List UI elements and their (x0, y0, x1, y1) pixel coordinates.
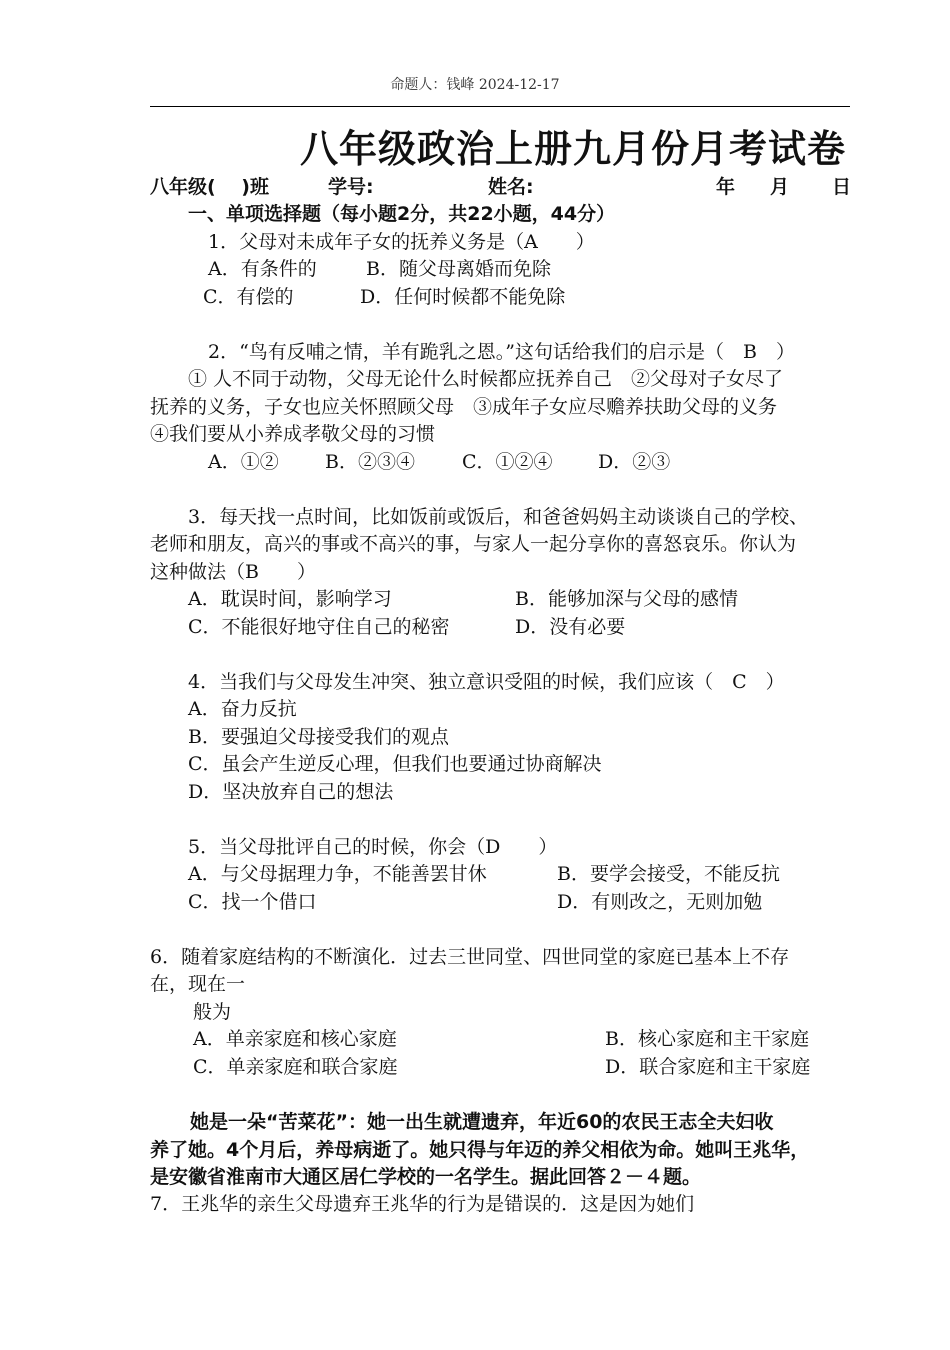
passage-line: 养了她。4个月后，养母病逝了。她只得与年迈的养父相依为命。她叫王兆华， (150, 1139, 810, 1161)
option-a: A．奋力反抗 (188, 698, 297, 720)
option-a: A．有条件的 (208, 258, 317, 280)
day-label: 日 (832, 176, 852, 198)
option-c: C．①②④ (462, 451, 553, 473)
question-text-line: 老师和朋友，高兴的事或不高兴的事，与家人一起分享你的喜怒哀乐。你认为 (150, 533, 797, 555)
option-d: D．联合家庭和主干家庭 (605, 1056, 811, 1078)
question-stem: 7．王兆华的亲生父母遗弃王兆华的行为是错误的．这是因为她们 (150, 1193, 695, 1215)
author-line: 命题人：钱峰 2024-12-17 (390, 77, 560, 93)
option-d: D．任何时候都不能免除 (360, 286, 566, 308)
option-c: C．虽会产生逆反心理，但我们也要通过协商解决 (188, 753, 602, 775)
student-no-label: 学号: (328, 176, 374, 198)
option-b: B．要强迫父母接受我们的观点 (188, 726, 449, 748)
option-c: C．不能很好地守住自己的秘密 (188, 616, 450, 638)
option-b: B．核心家庭和主干家庭 (605, 1028, 809, 1050)
option-c: C．单亲家庭和联合家庭 (193, 1056, 398, 1078)
question-text-line: 抚养的义务，子女也应关怀照顾父母 ③成年子女应尽赡养扶助父母的义务 (150, 396, 778, 418)
option-c: C．找一个借口 (188, 891, 317, 913)
option-d: D．坚决放弃自己的想法 (188, 781, 394, 803)
name-label: 姓名: (488, 176, 534, 198)
option-d: D．②③ (598, 451, 671, 473)
option-a: A．①② (208, 451, 279, 473)
question-stem: 2．“鸟有反哺之情，羊有跪乳之恩。”这句话给我们的启示是（ B ） (208, 341, 795, 363)
question-stem: 6．随着家庭结构的不断演化．过去三世同堂、四世同堂的家庭已基本上不存 (150, 946, 790, 968)
option-c: C．有偿的 (203, 286, 294, 308)
option-b: B．随父母离婚而免除 (366, 258, 551, 280)
question-text-line: ① 人不同于动物，父母无论什么时候都应抚养自己 ②父母对子女尽了 (188, 368, 784, 390)
option-d: D．有则改之，无则加勉 (557, 891, 763, 913)
question-text-line: 在，现在一 (150, 973, 246, 995)
section-heading: 一、单项选择题（每小题2分，共22小题，44分） (188, 203, 616, 225)
question-stem: 5．当父母批评自己的时候，你会（D ） (188, 836, 558, 858)
option-a: A．单亲家庭和核心家庭 (193, 1028, 397, 1050)
option-a: A．与父母据理力争，不能善罢甘休 (188, 863, 487, 885)
question-text-line: 般为 (193, 1001, 232, 1023)
passage-line: 她是一朵“苦菜花”：她一出生就遭遗弃，年近60的农民王志全夫妇收 (190, 1111, 774, 1133)
year-label: 年 (716, 176, 736, 198)
question-text-line: 这种做法（B ） (150, 561, 316, 583)
option-b: B．能够加深与父母的感情 (515, 588, 738, 610)
option-a: A．耽误时间，影响学习 (188, 588, 392, 610)
question-stem: 4．当我们与父母发生冲突、独立意识受阻的时候，我们应该（ C ） (188, 671, 785, 693)
grade-class-label: 八年级( )班 (150, 176, 269, 198)
exam-title: 八年级政治上册九月份月考试卷 (300, 127, 847, 171)
option-b: B．要学会接受，不能反抗 (557, 863, 780, 885)
month-label: 月 (770, 176, 790, 198)
header-divider (150, 106, 850, 107)
question-text-line: ④我们要从小养成孝敬父母的习惯 (150, 423, 436, 445)
passage-line: 是安徽省淮南市大通区居仁学校的一名学生。据此回答２－４题。 (150, 1166, 702, 1188)
question-stem: 3．每天找一点时间，比如饭前或饭后，和爸爸妈妈主动谈谈自己的学校、 (188, 506, 809, 528)
option-d: D．没有必要 (515, 616, 626, 638)
option-b: B．②③④ (325, 451, 415, 473)
question-stem: 1．父母对未成年子女的抚养义务是（A ） (208, 231, 595, 253)
